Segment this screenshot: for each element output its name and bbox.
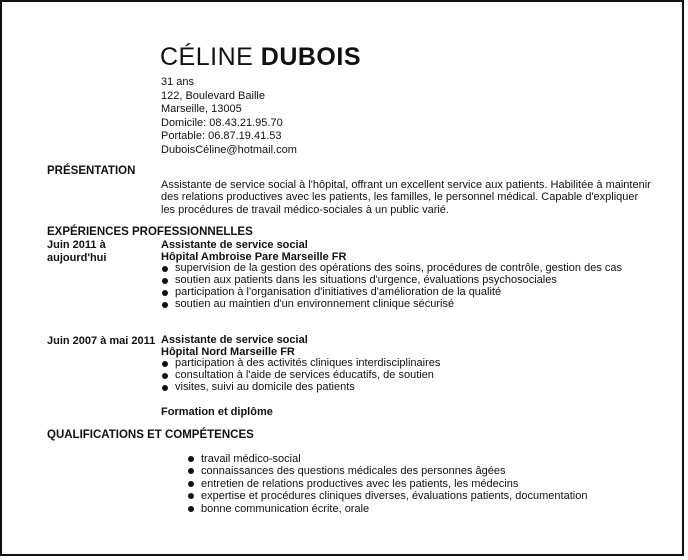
job-2-date — [47, 335, 155, 348]
qualifications-heading: QUALIFICATIONS ET COMPÉTENCES — [47, 429, 254, 441]
bullet-icon — [162, 278, 168, 284]
bullet-icon — [162, 290, 168, 296]
bullet-icon — [162, 385, 168, 391]
job-1-bullets — [161, 263, 651, 310]
job-1-date-start: Juin 2011 à — [47, 239, 106, 251]
list-item: connaissances des questions médicales des personnes âgées — [188, 465, 648, 477]
education-heading: Formation et diplôme — [161, 406, 273, 418]
presentation-text: Assistante de service social à l'hôpital, offrant un excellent service aux patients. Habilitée à maintenir des relations productives avec les patients, les familles, le personnel médical. Capable d'expliquer les procédures de travail médico-sociales à un public varié. — [161, 179, 651, 216]
list-item: participation à des activités cliniques interdisciplinaires — [161, 358, 651, 370]
qualifications-list — [188, 453, 648, 515]
first-name: CÉLINE — [160, 43, 254, 71]
contact-street: 122, Boulevard Baille — [161, 89, 265, 102]
bullet-icon — [162, 361, 168, 367]
job-1 — [161, 240, 651, 310]
contact-age: 31 ans — [161, 76, 195, 88]
list-item: expertise et procédures cliniques diverses, évaluations patients, documentation — [188, 490, 648, 502]
bullet-icon — [162, 302, 168, 308]
job-2-company: Hôpital Nord Marseille FR — [161, 345, 295, 358]
bullet-icon — [162, 266, 168, 272]
job-2-bullets — [161, 358, 651, 393]
job-2-title: Assistante de service social — [161, 334, 308, 346]
bullet-icon — [188, 506, 194, 512]
bullet-icon — [162, 373, 168, 379]
list-item: bonne communication écrite, orale — [188, 503, 648, 515]
experience-heading: EXPÉRIENCES PROFESSIONNELLES — [47, 226, 253, 238]
list-item: soutien au maintien d'un environnement clinique sécurisé — [161, 299, 651, 311]
job-1-company: Hôpital Ambroise Pare Marseille FR — [161, 250, 347, 263]
bullet-icon — [188, 481, 194, 487]
job-1-title: Assistante de service social — [161, 239, 308, 251]
contact-city: Marseille, 13005 — [161, 103, 242, 115]
job-2-date-range: Juin 2007 à mai 2011 — [47, 335, 156, 347]
list-item: participation à l'organisation d'initiatives d'amélioration de la qualité — [161, 287, 651, 299]
list-item: entretien de relations productives avec les patients, les médecins — [188, 478, 648, 490]
job-1-date-end: aujourd'hui — [47, 251, 107, 264]
list-item: soutien aux patients dans les situations d'urgence, évaluations psychosociales — [161, 275, 651, 287]
job-2 — [161, 335, 651, 394]
bullet-icon — [188, 468, 194, 474]
presentation-heading: PRÉSENTATION — [47, 165, 136, 177]
job-1-date — [47, 239, 106, 264]
candidate-name — [160, 42, 361, 72]
list-item: supervision de la gestion des opérations des soins, procédures de contrôle, gestion des cas — [161, 263, 651, 275]
list-item: travail médico-social — [188, 453, 648, 465]
contact-email: DuboisCéline@hotmail.com — [161, 143, 297, 156]
contact-mobile-phone: Portable: 06.87.19.41.53 — [161, 130, 282, 142]
contact-home-phone: Domicile: 08.43.21.95.70 — [161, 116, 283, 129]
list-item: consultation à l'aide de services éducatifs, de soutien — [161, 370, 651, 382]
list-item: visites, suivi au domicile des patients — [161, 382, 651, 394]
contact-block — [161, 76, 297, 157]
bullet-icon — [188, 493, 194, 499]
bullet-icon — [188, 456, 194, 462]
last-name: DUBOIS — [260, 43, 361, 71]
